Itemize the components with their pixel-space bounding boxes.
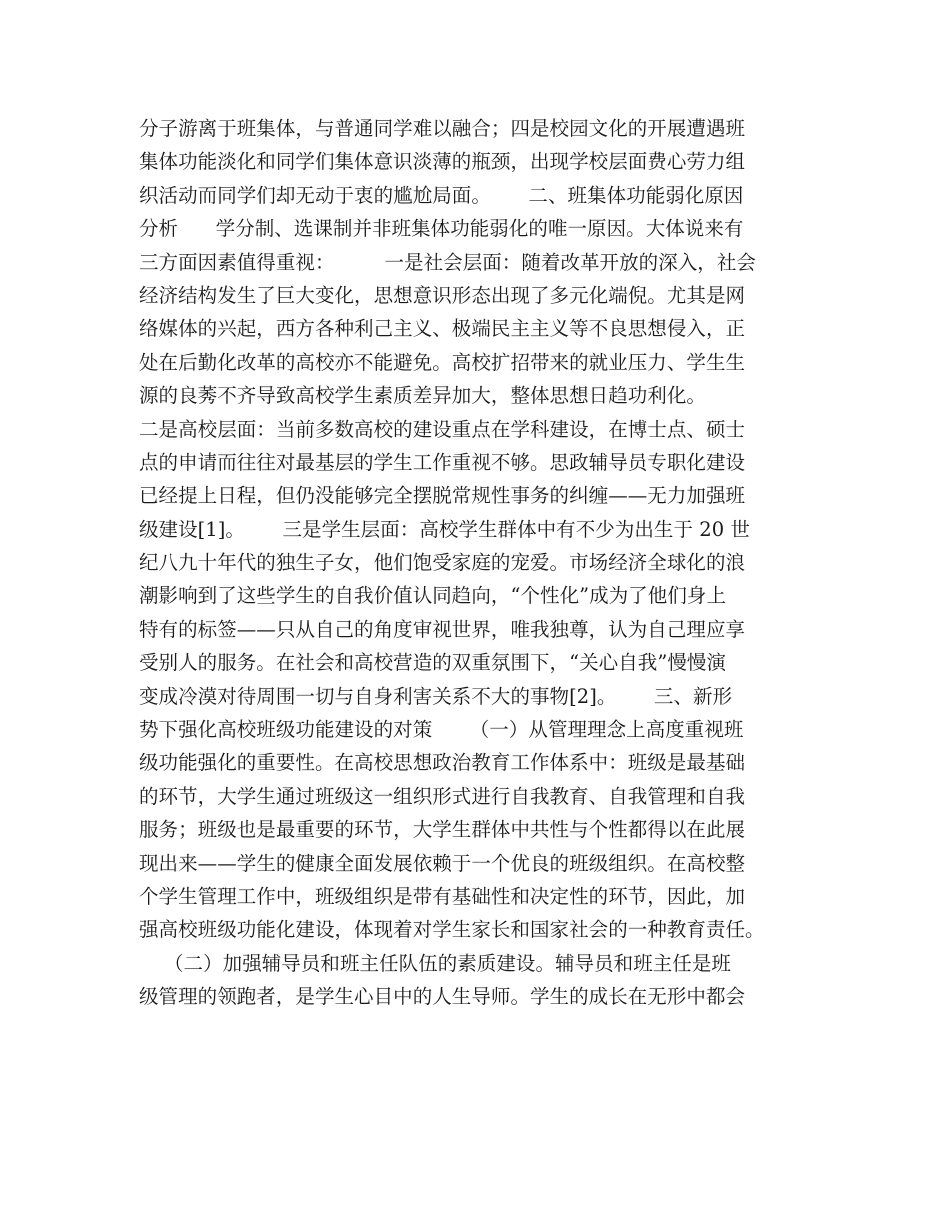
text-line: 织活动而同学们却无动于衷的尴尬局面。 二、班集体功能弱化原因 (139, 183, 744, 207)
text-line: 势下强化高校班级功能建设的对策 （一）从管理理念上高度重视班 (139, 718, 744, 742)
text-line: 服务；班级也是最重要的环节，大学生群体中共性与个性都得以在此展 (139, 818, 746, 842)
text-line: 三方面因素值得重视： 一是社会层面：随着改革开放的深入，社会 (139, 250, 756, 274)
text-line: 经济结构发生了巨大变化，思想意识形态出现了多元化端倪。尤其是网 (139, 283, 746, 307)
text-line: 的环节，大学生通过班级这一组织形式进行自我教育、自我管理和自我 (139, 784, 746, 808)
text-line: 络媒体的兴起，西方各种利己主义、极端民主主义等不良思想侵入，正 (139, 317, 746, 341)
text-line: 分子游离于班集体，与普通同学难以融合；四是校园文化的开展遭遇班 (139, 117, 746, 140)
text-line: （二）加强辅导员和班主任队伍的素质建设。辅导员和班主任是班 (139, 951, 731, 975)
text-line: 级管理的领跑者，是学生心目中的人生导师。学生的成长在无形中都会 (139, 985, 746, 1009)
text-line: 受别人的服务。在社会和高校营造的双重氛围下，“关心自我”慢慢演 (139, 651, 726, 675)
text-line: 特有的标签——只从自己的角度审视世界，唯我独尊，认为自己理应享 (139, 617, 746, 641)
text-line: 源的良莠不齐导致高校学生素质差异加大，整体思想日趋功利化。 (139, 384, 706, 408)
text-line: 强高校班级功能化建设，体现着对学生家长和国家社会的一种教育责任。 (139, 918, 765, 942)
text-line: 个学生管理工作中，班级组织是带有基础性和决定性的环节，因此，加 (139, 884, 746, 908)
text-line: 级建设[1]。 三是学生层面：高校学生群体中有不少为出生于 20 世 (139, 517, 750, 541)
text-line: 级功能强化的重要性。在高校思想政治教育工作体系中：班级是最基础 (139, 751, 746, 775)
text-line: 集体功能淡化和同学们集体意识淡薄的瓶颈，出现学校层面费心劳力组 (139, 150, 746, 174)
text-line: 点的申请而往往对最基层的学生工作重视不够。思政辅导员专职化建设 (139, 450, 746, 474)
text-line: 分析 学分制、选课制并非班集体功能弱化的唯一原因。大体说来有 (139, 217, 744, 241)
text-line: 已经提上日程，但仍没能够完全摆脱常规性事务的纠缠——无力加强班 (139, 484, 746, 508)
body-text (139, 112, 819, 1014)
text-line: 潮影响到了这些学生的自我价值认同趋向，“个性化”成为了他们身上 (139, 584, 726, 608)
text-line: 二是高校层面：当前多数高校的建设重点在学科建设，在博士点、硕士 (139, 417, 746, 441)
text-line: 纪八九十年代的独生子女，他们饱受家庭的宠爱。市场经济全球化的浪 (139, 551, 746, 575)
text-line: 现出来——学生的健康全面发展依赖于一个优良的班级组织。在高校整 (139, 851, 746, 875)
text-line: 处在后勤化改革的高校亦不能避免。高校扩招带来的就业压力、学生生 (139, 350, 746, 374)
text-line: 变成冷漠对待周围一切与自身利害关系不大的事物[2]。 三、新形 (139, 684, 733, 708)
